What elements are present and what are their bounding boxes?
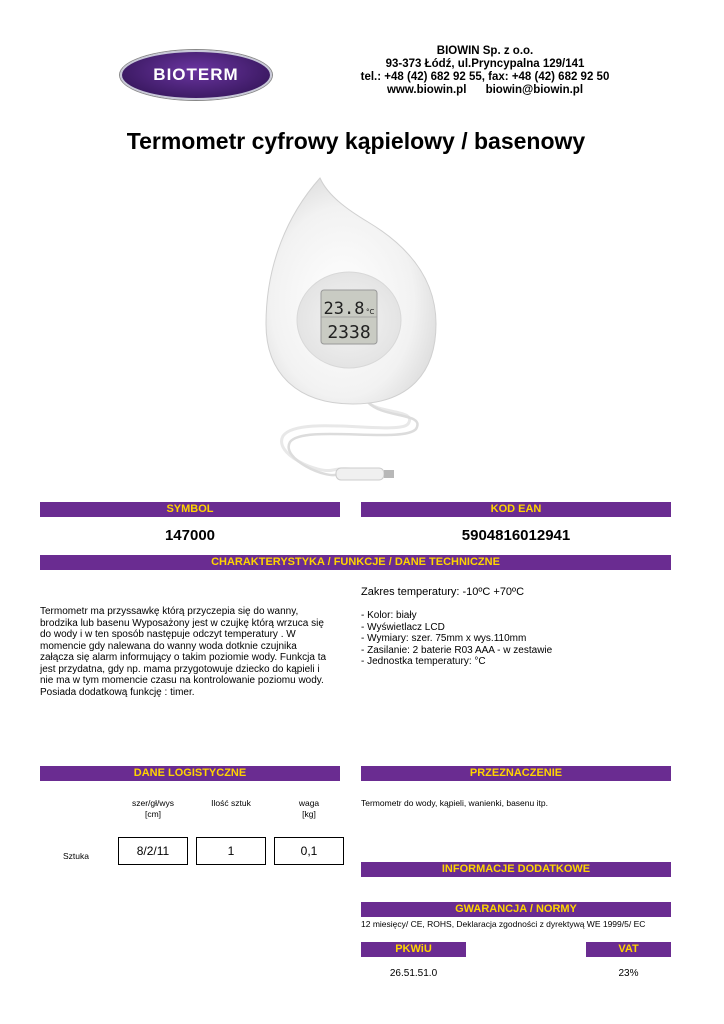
company-info: [340, 45, 630, 97]
spec-item: - Wymiary: szer. 75mm x wys.110mm: [361, 633, 527, 644]
lcd-unit: °C: [366, 308, 375, 316]
specs-list: [361, 610, 552, 668]
weight-unit: [kg]: [302, 809, 316, 819]
temperature-range: Zakres temperatury: -10ºC +70ºC: [361, 586, 525, 598]
spec-item: - Kolor: biały: [361, 610, 417, 621]
spec-item: - Jednostka temperatury: °C: [361, 656, 486, 667]
dims-column-header: [118, 798, 188, 820]
purpose-header: PRZEZNACZENIE: [361, 766, 671, 781]
row-label: Sztuka: [63, 851, 89, 861]
vat-value: 23%: [618, 968, 639, 979]
vat-header: VAT: [586, 942, 671, 957]
weight-column-header: [274, 798, 344, 820]
symbol-value: 147000: [164, 527, 216, 544]
dims-label: szer/gł/wys: [131, 798, 175, 808]
lcd-temperature: 23.8: [323, 299, 365, 319]
weight-value: 0,1: [274, 837, 344, 865]
warranty-header: GWARANCJA / NORMY: [361, 902, 671, 917]
logistics-header: DANE LOGISTYCZNE: [40, 766, 340, 781]
ean-value: 5904816012941: [461, 527, 571, 544]
warranty-text: 12 miesięcy/ CE, ROHS, Deklaracja zgodności z dyrektywą WE 1999/5/ EC: [361, 919, 646, 929]
company-contact: [340, 84, 630, 97]
spec-item: - Zasilanie: 2 baterie R03 AAA - w zestawie: [361, 644, 553, 656]
weight-label: waga: [298, 798, 320, 808]
bioterm-logo: [120, 50, 272, 100]
spec-item: - Wyświetlacz LCD: [361, 621, 445, 633]
logo-text: BIOTERM: [153, 65, 239, 84]
ean-header: KOD EAN: [361, 502, 671, 517]
qty-value: 1: [196, 837, 266, 865]
additional-info-header: INFORMACJE DODATKOWE: [361, 862, 671, 877]
dims-unit: [cm]: [144, 809, 162, 819]
company-www[interactable]: www.biowin.pl: [386, 84, 467, 96]
lcd-time: 2338: [327, 322, 371, 343]
page-title: Termometr cyfrowy kąpielowy / basenowy: [126, 128, 586, 154]
symbol-header: SYMBOL: [40, 502, 340, 517]
pkwiu-value: 26.51.51.0: [389, 968, 438, 979]
purpose-text: Termometr do wody, kąpieli, wanienki, basenu itp.: [361, 798, 548, 808]
dims-value: 8/2/11: [118, 837, 188, 865]
pkwiu-header: PKWiU: [361, 942, 466, 957]
product-image: [258, 174, 448, 494]
company-address: 93-373 Łódź, ul.Pryncypalna 129/141: [385, 58, 585, 70]
company-email[interactable]: biowin@biowin.pl: [485, 84, 584, 96]
company-phone: tel.: +48 (42) 682 92 55, fax: +48 (42) 682 92 50: [360, 71, 610, 83]
company-name: BIOWIN Sp. z o.o.: [436, 45, 534, 57]
product-description: Termometr ma przyssawkę którą przyczepia się do wanny, brodzika lub basenu Wyposażony jest w czujkę którą wrzuca się do wody i w ten sposób następuje odczyt temperatury . W momencie gdy nalewana do wanny woda dotknie czujnika załącza się alarm informujący o takim poziomie wody. Funkcja ta jest przydatna, gdy np. mama przygotowuje dziecko do kąpieli i nie ma w tym momencie czasu na kontrolowanie poziomu wody. Posiada dodatkową funkcję : timer.: [40, 606, 327, 698]
features-header: CHARAKTERYSTYKA / FUNKCJE / DANE TECHNICZNE: [40, 555, 671, 570]
qty-column-header: Ilość sztuk: [211, 798, 251, 808]
